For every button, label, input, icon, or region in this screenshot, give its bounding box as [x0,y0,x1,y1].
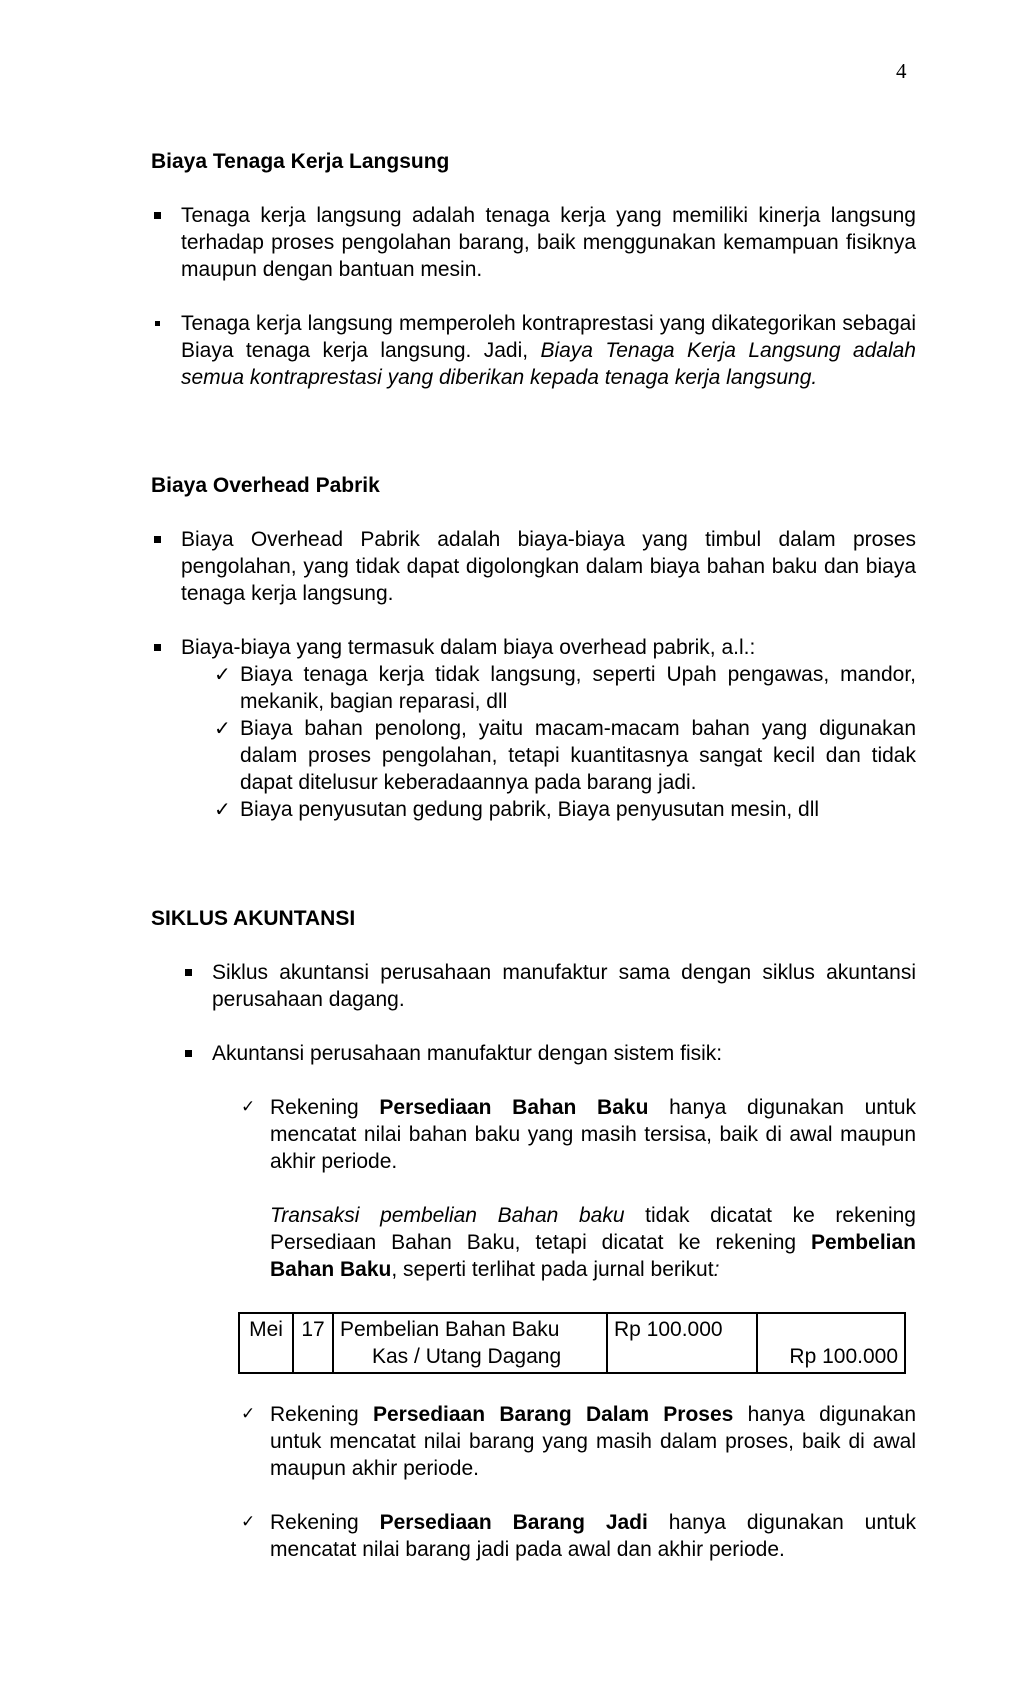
check-item-text: Rekening [270,1511,380,1534]
list-item [151,310,916,391]
list-item-text: Biaya-biaya yang termasuk dalam biaya overhead pabrik, a.l.: [181,636,756,659]
check-item-text: Rekening [270,1403,373,1426]
list-item [151,526,916,607]
check-item [210,661,916,715]
check-item [240,1401,916,1482]
check-item-text: hanya digunakan untuk mencatat nilai barang jadi pada awal dan akhir periode. [270,1511,917,1561]
checkmark-icon: ✓ [241,1512,256,1532]
purchase-note-text: , seperti terlihat pada jurnal berikut [391,1258,714,1281]
section-heading-direct-labor: Biaya Tenaga Kerja Langsung [151,150,450,173]
accounting-cycle-bullets [182,959,916,1067]
checkmark-icon: ✓ [241,1404,256,1424]
purchase-note-colon: : [713,1258,720,1281]
square-bullet-icon [155,321,160,326]
purchase-note-italic: Transaksi pembelian Bahan baku [270,1204,625,1227]
purchase-note [240,1202,916,1283]
list-item-text: Akuntansi perusahaan manufaktur dengan sistem fisik: [212,1042,723,1065]
check-item-text: Biaya tenaga kerja tidak langsung, seperti Upah pengawas, mandor, mekanik, bagian reparasi, dll [240,663,916,713]
journal-entry-table [238,1312,906,1374]
list-item-text: Biaya Overhead Pabrik adalah biaya-biaya yang timbul dalam proses pengolahan, yang tidak dapat digolongkan dalam biaya bahan baku dan biaya tenaga kerja langsung. [181,528,916,605]
check-item [210,796,916,823]
overhead-checklist [151,661,916,823]
checkmark-icon: ✓ [214,662,231,686]
credit-account: Kas / Utang Dagang [372,1345,562,1368]
purchase-account-bold: Pembelian Bahan Baku [270,1231,916,1281]
list-item [182,959,916,1013]
purchase-note-text: tidak dicatat ke rekening Persediaan Bahan Baku, tetapi dicatat ke rekening [270,1204,916,1254]
checkmark-icon: ✓ [214,716,231,740]
direct-labor-bullets [151,202,916,391]
section-heading-factory-overhead: Biaya Overhead Pabrik [151,474,380,497]
table-row [239,1313,905,1373]
journal-day: 17 [293,1313,333,1373]
check-item-text: hanya digunakan untuk mencatat nilai barang yang masih dalam proses, baik di awal maupun akhir periode. [270,1403,916,1480]
account-name-bold: Persediaan Bahan Baku [379,1096,649,1119]
overhead-bullets [151,526,916,823]
journal-credit: Rp 100.000 [757,1313,905,1373]
list-item [151,202,916,283]
checkmark-icon: ✓ [241,1097,256,1117]
list-item-text: Tenaga kerja langsung adalah tenaga kerja yang memiliki kinerja langsung terhadap proses pengolahan barang, baik menggunakan kemampuan fisiknya maupun dengan bantuan mesin. [181,204,916,281]
physical-system-checklist [240,1094,916,1283]
journal-month: Mei [239,1313,293,1373]
check-item-text: Biaya bahan penolong, yaitu macam-macam bahan yang digunakan dalam proses pengolahan, tetapi kuantitasnya sangat kecil dan tidak dapat ditelusur keberadaannya pada barang jadi. [240,717,916,794]
check-item [240,1094,916,1175]
check-item-text: Biaya penyusutan gedung pabrik, Biaya penyusutan mesin, dll [240,798,820,821]
list-item-text: Tenaga kerja langsung memperoleh kontraprestasi yang dikategorikan sebagai Biaya tenaga kerja langsung. Jadi, [181,312,916,362]
check-item-text: Rekening [270,1096,380,1119]
square-bullet-icon [154,644,161,651]
square-bullet-icon [185,1050,192,1057]
list-item-text: Siklus akuntansi perusahaan manufaktur sama dengan siklus akuntansi perusahaan dagang. [212,961,916,1011]
square-bullet-icon [185,969,192,976]
list-item [182,1040,916,1067]
account-name-bold: Persediaan Barang Jadi [379,1511,648,1534]
page-number: 4 [896,59,907,83]
check-item [240,1509,916,1563]
square-bullet-icon [154,536,161,543]
list-item [151,634,916,661]
journal-debit: Rp 100.000 [607,1313,757,1373]
square-bullet-icon [154,212,161,219]
journal-accounts [333,1313,607,1373]
section-heading-accounting-cycle: SIKLUS AKUNTANSI [151,907,356,930]
check-item [210,715,916,796]
checkmark-icon: ✓ [214,797,231,821]
debit-account: Pembelian Bahan Baku [340,1318,560,1341]
definition-italic: Biaya Tenaga Kerja Langsung adalah semua kontraprestasi yang diberikan kepada tenaga kerja langsung. [181,339,916,389]
account-name-bold: Persediaan Barang Dalam Proses [373,1403,734,1426]
inventory-checklist [240,1401,916,1563]
check-item-text: hanya digunakan untuk mencatat nilai bahan baku yang masih tersisa, baik di awal maupun akhir periode. [270,1096,916,1173]
